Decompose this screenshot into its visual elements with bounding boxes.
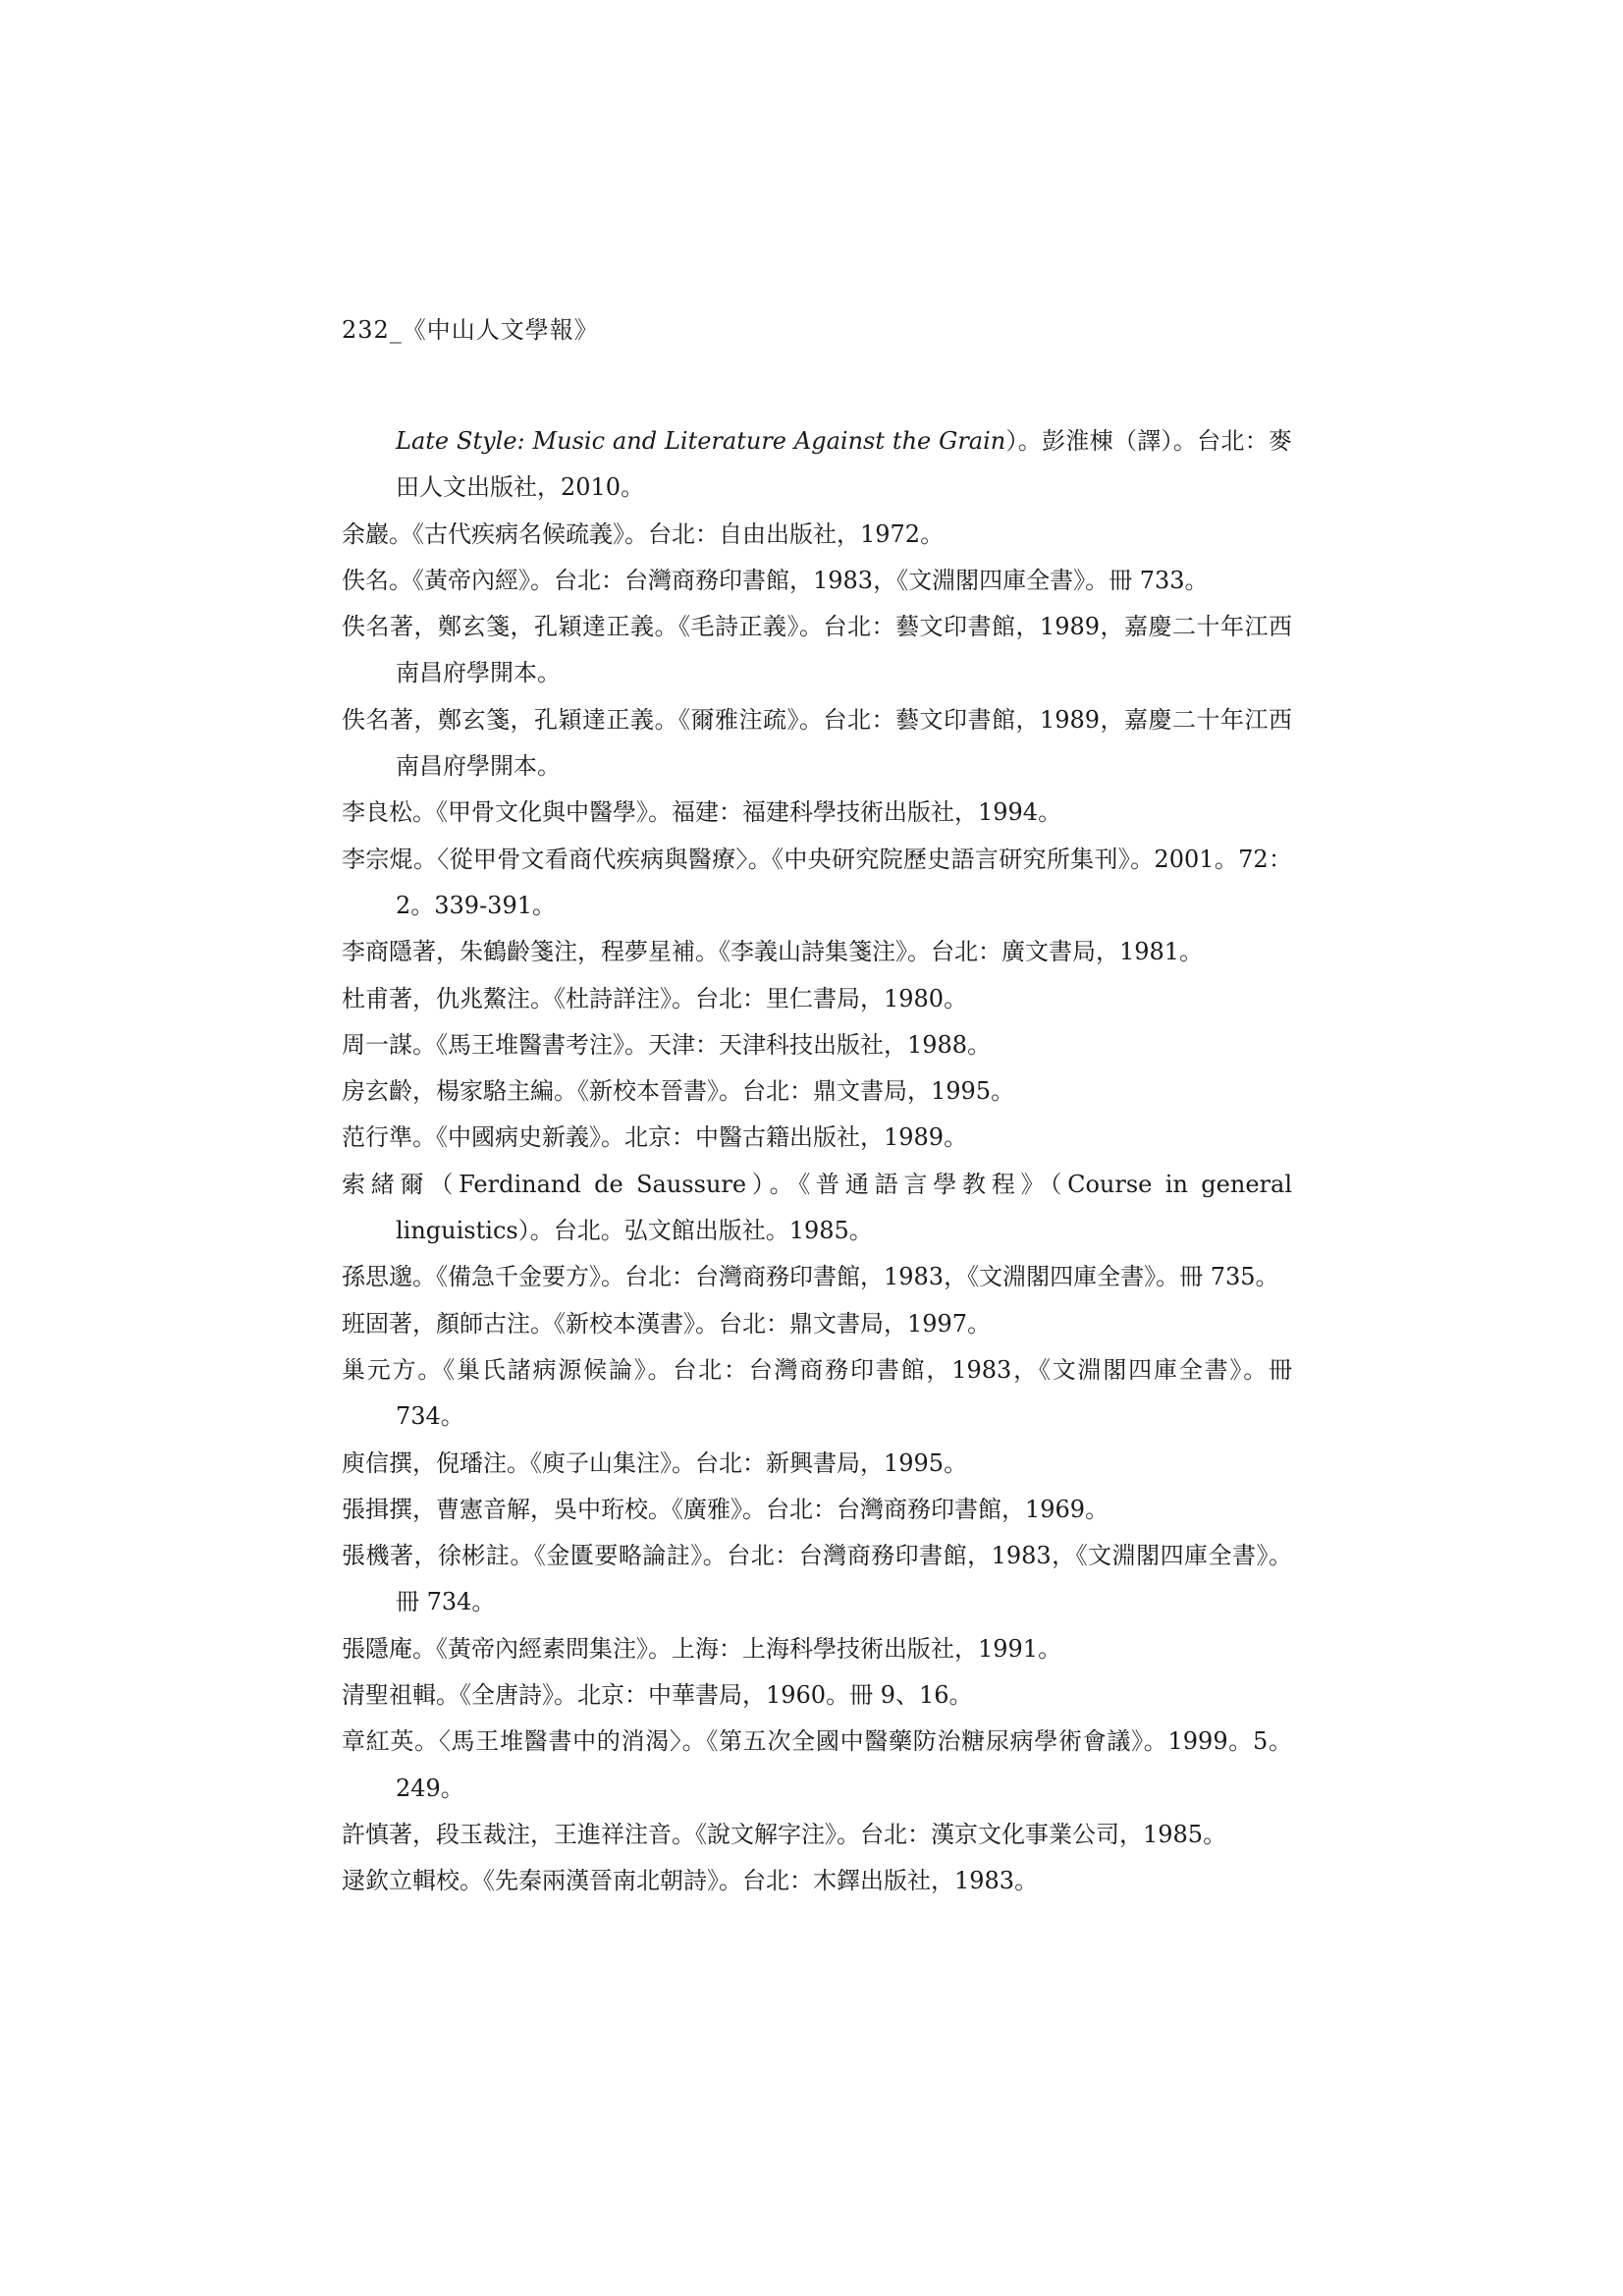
reference-entry: 逯欽立輯校。《先秦兩漢晉南北朝詩》。台北：木鐸出版社，1983。: [342, 1867, 1039, 1895]
reference-entry: 李良松。《甲骨文化與中醫學》。福建：福建科學技術出版社，1994。: [342, 798, 1062, 827]
reference-entry: 李商隱著，朱鶴齡箋注，程夢星補。《李義山詩集箋注》。台北：廣文書局，1981。: [342, 938, 1204, 966]
reference-entry: 庾信撰，倪璠注。《庾子山集注》。台北：新興書局，1995。: [342, 1449, 968, 1477]
reference-entry: 余巖。《古代疾病名候疏義》。台北：自由出版社，1972。: [342, 519, 945, 548]
reference-entry: 周一謀。《馬王堆醫書考注》。天津：天津科技出版社，1988。: [342, 1030, 992, 1059]
reference-entry: [342, 418, 1292, 512]
reference-entry: 佚名著，鄭玄箋，孔穎達正義。《爾雅注疏》。台北：藝文印書館，1989，嘉慶二十年江西南昌府學開本。: [342, 705, 1292, 781]
reference-entry: 索緒爾（Ferdinand de Saussure）。《普通語言學教程》（Course in general linguistics）。台北。弘文館出版社。1985。: [342, 1170, 1292, 1245]
reference-entry: 許慎著，段玉裁注，王進祥注音。《說文解字注》。台北：漢京文化事業公司，1985。: [342, 1820, 1227, 1848]
reference-entry: 張隱庵。《黃帝內經素問集注》。上海：上海科學技術出版社，1991。: [342, 1634, 1062, 1663]
reference-text: ）。彭淮棟（譯）。台北：麥田人文出版社，2010。: [396, 427, 1292, 502]
reference-entry: 佚名。《黃帝內經》。台北：台灣商務印書館，1983，《文淵閣四庫全書》。冊 733。: [342, 566, 1209, 594]
reference-entry: 范行準。《中國病史新義》。北京：中醫古籍出版社，1989。: [342, 1123, 968, 1152]
reference-entry: 張揖撰，曹憲音解，吳中珩校。《廣雅》。台北：台灣商務印書館，1969。: [342, 1495, 1109, 1523]
reference-entry: 巢元方。《巢氏諸病源候論》。台北：台灣商務印書館，1983，《文淵閣四庫全書》。冊 734。: [342, 1355, 1292, 1431]
reference-entry: 清聖祖輯。《全唐詩》。北京：中華書局，1960。冊 9、16。: [342, 1681, 973, 1710]
reference-italic-title: Late Style: Music and Literature Against the Grain: [396, 427, 1006, 455]
reference-entry: 孫思邈。《備急千金要方》。台北：台灣商務印書館，1983，《文淵閣四庫全書》。冊 735。: [342, 1263, 1279, 1291]
running-header: 232_《中山人文學報》: [342, 316, 599, 344]
reference-entry: 李宗焜。〈從甲骨文看商代疾病與醫療〉。《中央研究院歷史語言研究所集刊》。2001。72：2。339-391。: [342, 845, 1292, 919]
reference-entry: 杜甫著，仇兆鰲注。《杜詩詳注》。台北：里仁書局，1980。: [342, 984, 968, 1012]
reference-entry: 章紅英。〈馬王堆醫書中的消渴〉。《第五次全國中醫藥防治糖尿病學術會議》。1999。5。249。: [342, 1727, 1292, 1802]
reference-entry: 佚名著，鄭玄箋，孔穎達正義。《毛詩正義》。台北：藝文印書館，1989，嘉慶二十年江西南昌府學開本。: [342, 613, 1292, 687]
reference-entry: 張機著，徐彬註。《金匱要略論註》。台北：台灣商務印書館，1983，《文淵閣四庫全書》。冊 734。: [342, 1542, 1292, 1616]
reference-entry: 班固著，顏師古注。《新校本漢書》。台北：鼎文書局，1997。: [342, 1309, 992, 1338]
reference-entry: 房玄齡，楊家駱主編。《新校本晉書》。台北：鼎文書局，1995。: [342, 1077, 1015, 1106]
reference-list: [342, 418, 1292, 1905]
